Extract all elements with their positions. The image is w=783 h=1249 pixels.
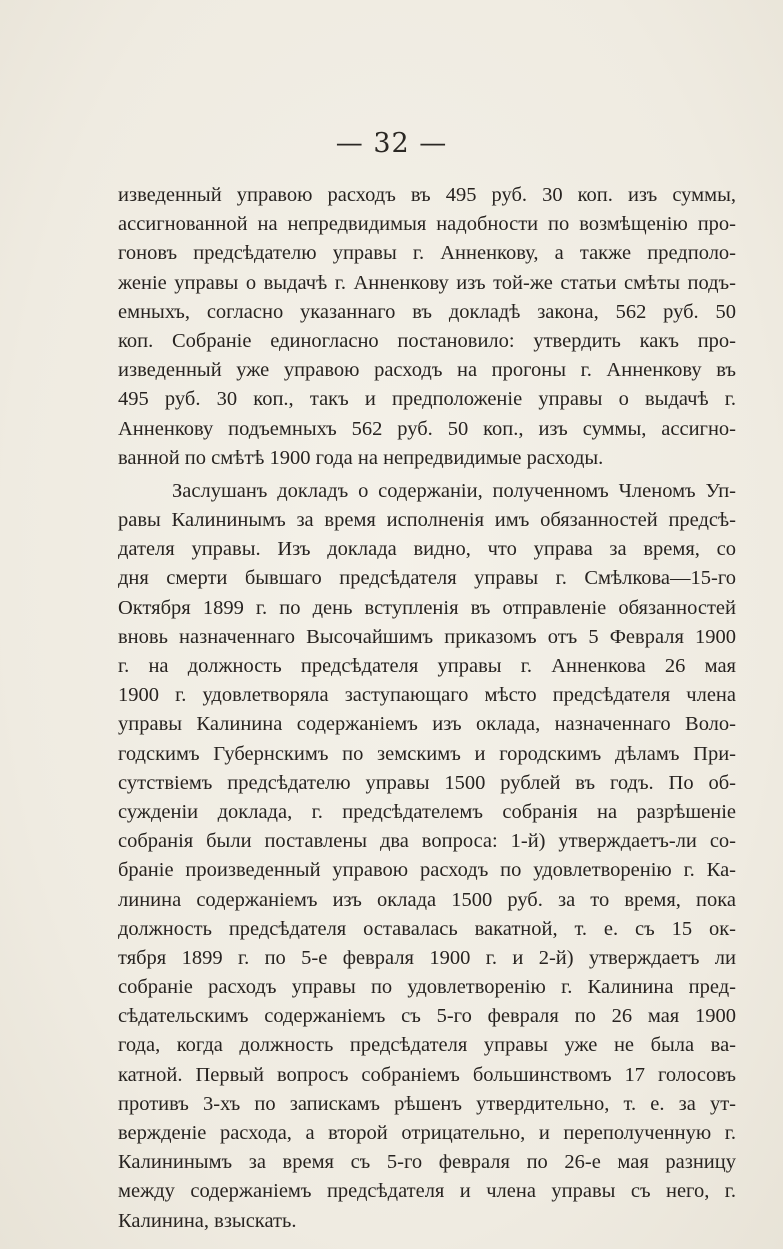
text-line: сутствіемъ предсѣдателю управы 1500 рублей въ годъ. По об- bbox=[118, 771, 736, 794]
text-line: 1900 г. удовлетворяла заступающаго мѣсто предсѣдателя члена bbox=[118, 684, 736, 707]
paragraph-1 bbox=[118, 181, 736, 473]
text-line: Калинина, взыскать. bbox=[118, 1209, 297, 1232]
text-line: тября 1899 г. по 5-е февраля 1900 г. и 2-й) утверждаетъ ли bbox=[118, 946, 736, 969]
text-line: г. на должность предсѣдателя управы г. Анненкова 26 мая bbox=[118, 655, 736, 677]
text-line: гоновъ предсѣдателю управы г. Анненкову, а также предполо- bbox=[118, 242, 736, 265]
text-line: сѣдательскимъ содержаніемъ съ 5-го февраля по 26 мая 1900 bbox=[118, 1005, 736, 1028]
text-line: катной. Первый вопросъ собраніемъ большинствомъ 17 голосовъ bbox=[118, 1063, 736, 1086]
text-line: изведенный уже управою расходъ на прогоны г. Анненкову въ bbox=[118, 359, 736, 382]
text-line: годскимъ Губернскимъ по земскимъ и городскимъ дѣламъ При- bbox=[118, 742, 736, 765]
page-number: — 32 — bbox=[335, 128, 448, 159]
text-line: года, когда должность предсѣдателя управы уже не была ва- bbox=[118, 1034, 736, 1057]
text-line: Заслушанъ докладъ о содержаніи, полученномъ Членомъ Уп- bbox=[172, 479, 736, 502]
text-line: изведенный управою расходъ въ 495 руб. 30 коп. изъ суммы, bbox=[118, 184, 736, 206]
text-line: браніе произведенный управою расходъ по удовлетворенію г. Ка- bbox=[118, 859, 736, 882]
text-line: Анненкову подъемныхъ 562 руб. 50 коп., изъ суммы, ассигно- bbox=[118, 417, 736, 440]
text-line: управы Калинина содержаніемъ изъ оклада, назначеннаго Воло- bbox=[118, 713, 736, 736]
text-line: вержденіе расхода, а второй отрицательно, и переполученную г. bbox=[118, 1122, 736, 1144]
text-line: линина содержаніемъ изъ оклада 1500 руб. за то время, пока bbox=[118, 888, 736, 911]
text-line: сужденіи доклада, г. предсѣдателемъ собранія на разрѣшеніе bbox=[118, 800, 736, 823]
text-line: Калининымъ за время съ 5-го февраля по 26-е мая разницу bbox=[118, 1151, 736, 1174]
text-line: емныхъ, согласно указаннаго въ докладѣ закона, 562 руб. 50 bbox=[118, 300, 736, 323]
text-line: 495 руб. 30 коп., такъ и предположеніе управы о выдачѣ г. bbox=[118, 388, 736, 411]
text-line: дня смерти бывшаго предсѣдателя управы г. Смѣлкова—15-го bbox=[118, 567, 736, 590]
text-line: вновь назначеннаго Высочайшимъ приказомъ отъ 5 Февраля 1900 bbox=[118, 625, 736, 648]
text-line: между содержаніемъ предсѣдателя и члена управы съ него, г. bbox=[118, 1180, 736, 1203]
text-line: дателя управы. Изъ доклада видно, что управа за время, со bbox=[118, 538, 736, 561]
text-line: противъ 3-хъ по запискамъ рѣшенъ утвердительно, т. е. за ут- bbox=[118, 1092, 736, 1115]
text-line: собраніе расходъ управы по удовлетворенію г. Калинина пред- bbox=[118, 976, 736, 999]
text-line: равы Калининымъ за время исполненія имъ обязанностей предсѣ- bbox=[118, 509, 736, 532]
text-line: должность предсѣдателя оставалась вакатной, т. е. съ 15 ок- bbox=[118, 917, 736, 940]
text-line: Октября 1899 г. по день вступленія въ отправленіе обязанностей bbox=[118, 596, 736, 619]
text-line: собранія были поставлены два вопроса: 1-й) утверждаетъ-ли со- bbox=[118, 830, 736, 853]
paragraph-2 bbox=[118, 477, 736, 1236]
text-line: ассигнованной на непредвидимыя надобности по возмѣщенію про- bbox=[118, 213, 736, 236]
text-line: женіе управы о выдачѣ г. Анненкову изъ той-же статьи смѣты подъ- bbox=[118, 271, 736, 294]
text-line: ванной по смѣтѣ 1900 года на непредвидимые расходы. bbox=[118, 446, 604, 469]
body-text bbox=[118, 181, 736, 1236]
text-line: коп. Собраніе единогласно постановило: утвердить какъ про- bbox=[118, 329, 736, 352]
